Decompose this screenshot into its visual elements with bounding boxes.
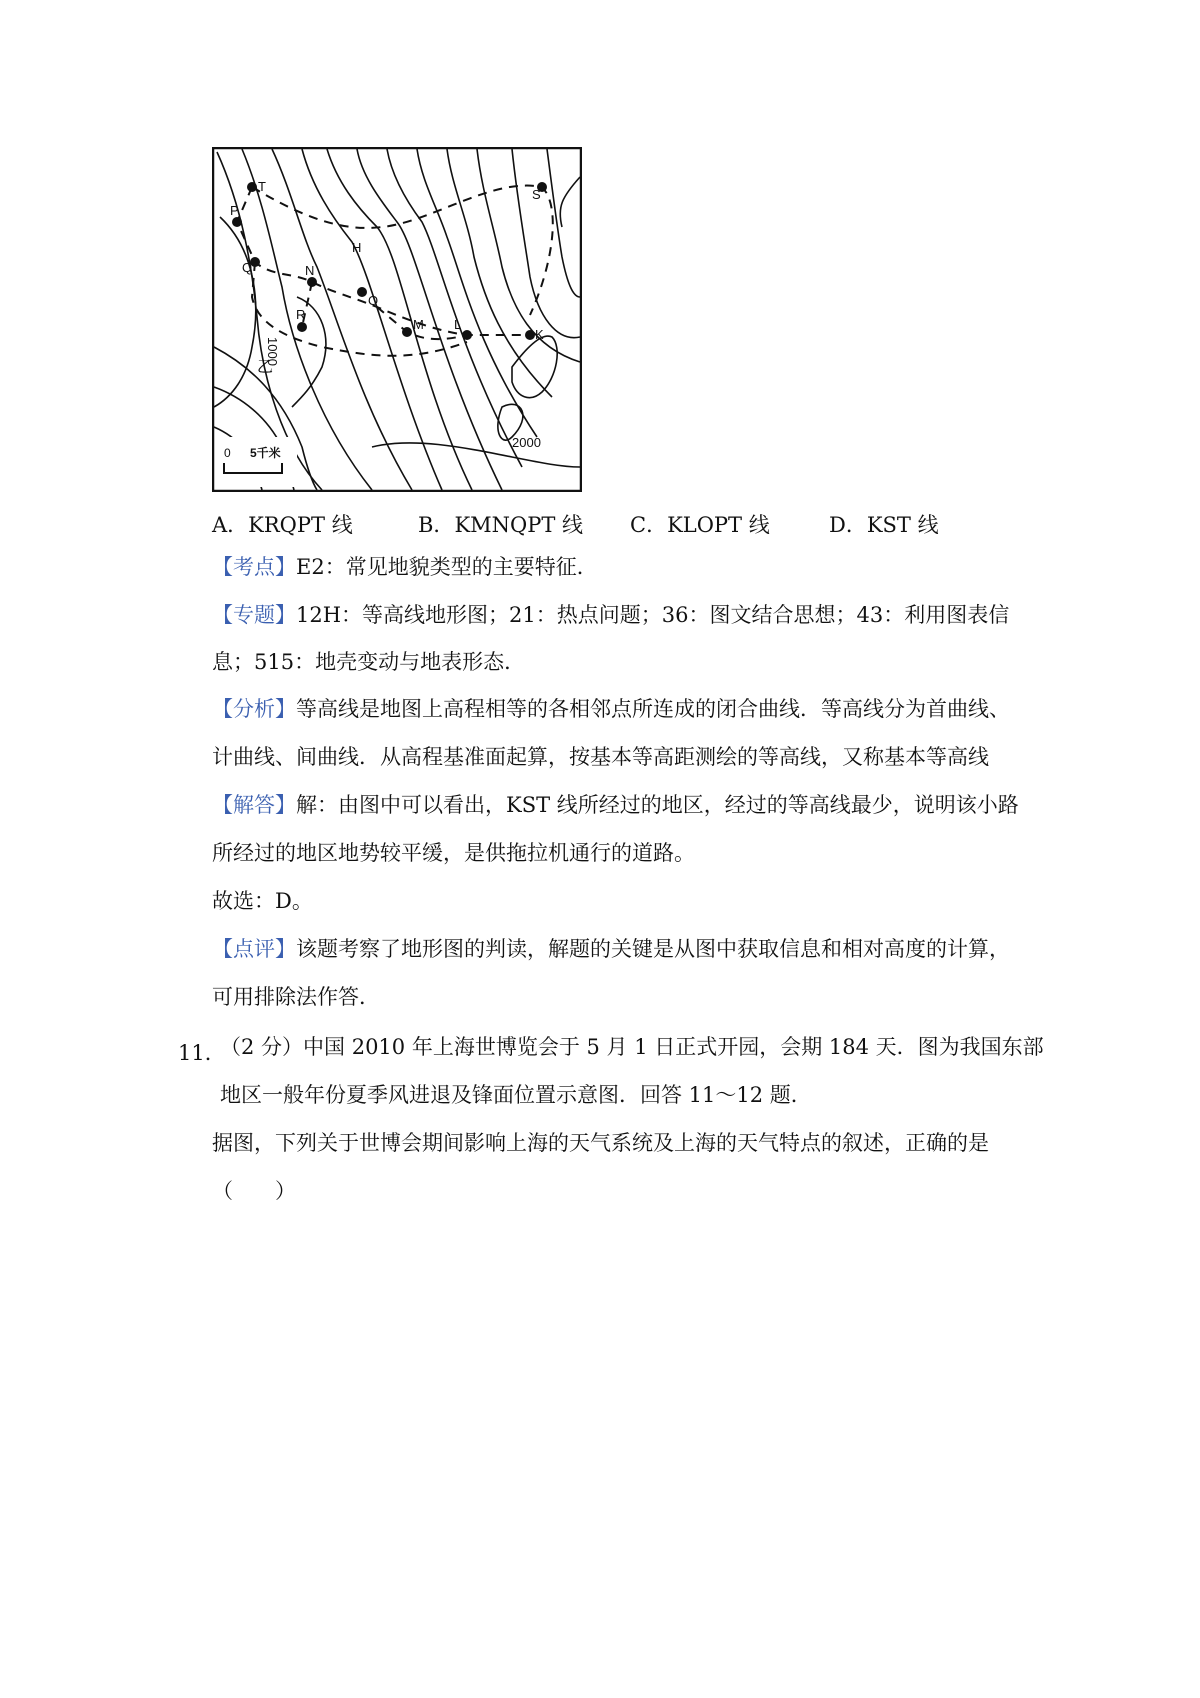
point-label-h: H [352,240,362,255]
tag-zhuanti: 【专题】 [212,603,296,627]
tag-kaodian: 【考点】 [212,555,296,579]
section-fenxi-line2: 计曲线、间曲线．从高程基准面起算，按基本等高距测绘的等高线，又称基本等高线 [212,745,989,769]
scale-distance: 5千米 [250,446,281,460]
section-jieda-answer: 故选：D。 [212,889,313,913]
section-dianping-line2: 可用排除法作答． [212,985,380,1009]
contour-map [212,147,582,492]
contour-label-2000: 2000 [512,435,541,450]
point-label-q: Q [242,260,253,275]
point-label-s: S [532,187,541,202]
point-label-p: P [230,203,239,218]
tag-fenxi: 【分析】 [212,697,296,721]
tag-dianping: 【点评】 [212,937,296,961]
point-label-n: N [305,263,315,278]
question-11-line2: 地区一般年份夏季风进退及锋面位置示意图．回答 11～12 题． [220,1083,812,1107]
section-zhuanti: 【专题】12H：等高线地形图；21：热点问题；36：图文结合思想；43：利用图表信 [212,603,1010,627]
question-11-number: 11． [178,1041,226,1065]
section-kaodian: 【考点】E2：常见地貌类型的主要特征． [212,555,598,579]
section-dianping: 【点评】该题考察了地形图的判读，解题的关键是从图中获取信息和相对高度的计算， [212,937,1010,961]
question-11-line3: 据图，下列关于世博会期间影响上海的天气系统及上海的天气特点的叙述，正确的是 [212,1131,989,1155]
point-label-m: M [413,317,424,332]
map-scale-bar [215,437,297,487]
point-label-k: K [535,327,544,342]
section-zhuanti-line2: 息；515：地壳变动与地表形态． [212,650,526,674]
question-11-blank: （ ） [212,1179,296,1203]
section-fenxi: 【分析】等高线是地图上高程相等的各相邻点所连成的闭合曲线．等高线分为首曲线、 [212,697,1010,721]
scale-zero: 0 [224,446,231,460]
point-label-t: T [258,179,266,194]
option-c: C．KLOPT 线 [630,513,770,537]
contour-label-1000: 1000 [265,337,280,366]
region-label: 乙 [257,359,274,376]
point-label-r: R [296,307,306,322]
option-a: A．KRQPT 线 [212,513,353,537]
option-b: B．KMNQPT 线 [418,513,584,537]
section-jieda-line2: 所经过的地区地势较平缓，是供拖拉机通行的道路。 [212,841,695,865]
question-11-line1: （2 分）中国 2010 年上海世博览会于 5 月 1 日正式开园，会期 184 天．图为我国东部 [220,1035,1044,1059]
point-label-o: O [368,293,379,308]
section-jieda: 【解答】解：由图中可以看出，KST 线所经过的地区，经过的等高线最少，说明该小路 [212,793,1019,817]
option-d: D．KST 线 [829,513,939,537]
point-label-l: L [454,317,462,332]
tag-jieda: 【解答】 [212,793,296,817]
